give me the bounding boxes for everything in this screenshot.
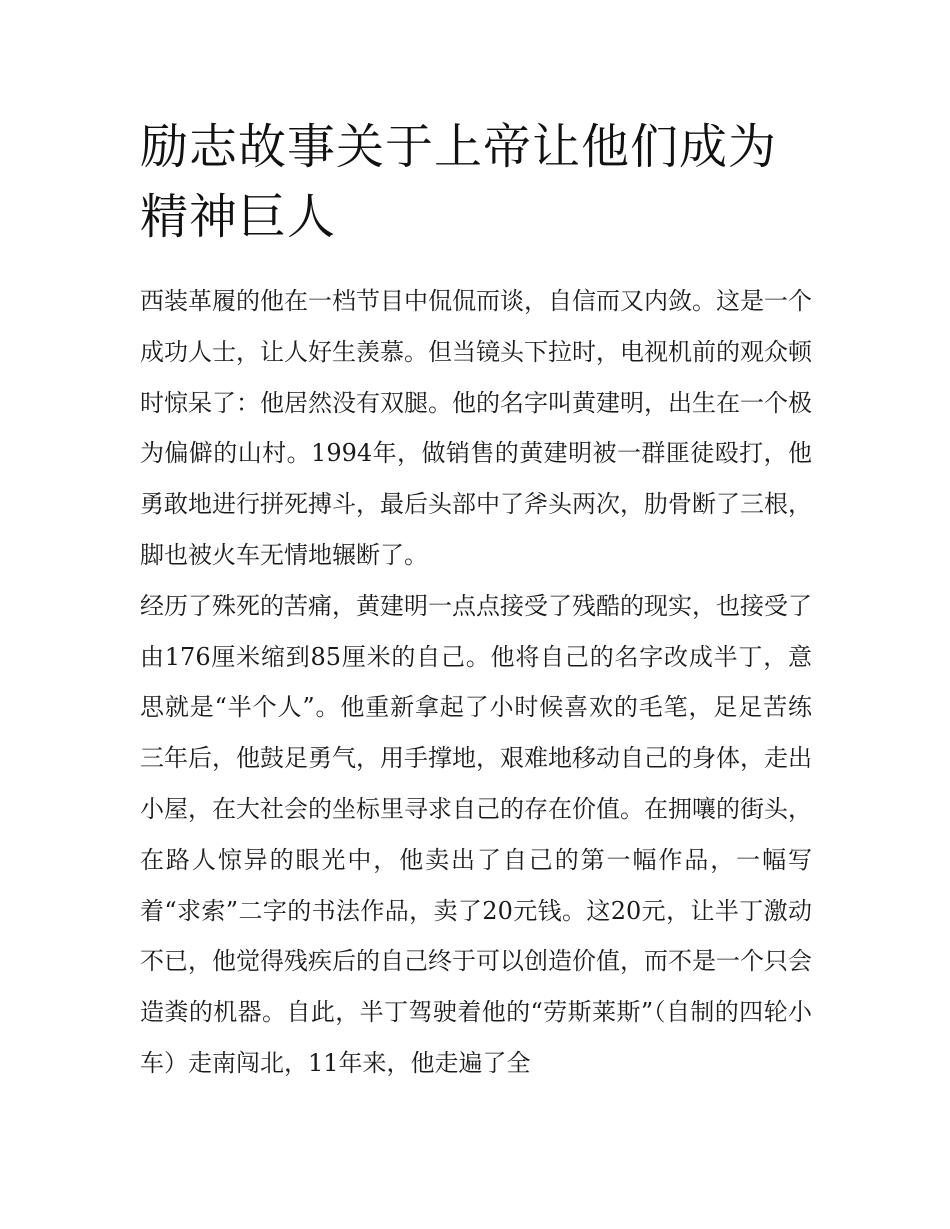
document-title: 励志故事关于上帝让他们成为精神巨人	[140, 119, 778, 245]
document-page	[140, 112, 812, 1089]
paragraph-1: 西装革履的他在一档节目中侃侃而谈，自信而又内敛。这是一个成功人士，让人好生羡慕。但当镜头下拉时，电视机前的观众顿时惊呆了：他居然没有双腿。他的名字叫黄建明，出生在一个极为偏僻的山村。1994年，做销售的黄建明被一群匪徒殴打，他勇敢地进行拼死搏斗，最后头部中了斧头两次，肋骨断了三根，脚也被火车无情地辗断了。	[140, 287, 812, 569]
paragraph-2: 经历了殊死的苦痛，黄建明一点点接受了残酷的现实，也接受了由176厘米缩到85厘米的自己。他将自己的名字改成半丁，意思就是“半个人”。他重新拿起了小时候喜欢的毛笔，足足苦练三年后，他鼓足勇气，用手撑地，艰难地移动自己的身体，走出小屋，在大社会的坐标里寻求自己的存在价值。在拥嚷的街头，在路人惊异的眼光中，他卖出了自己的第一幅作品，一幅写着“求索”二字的书法作品，卖了20元钱。这20元，让半丁激动不已，他觉得残疾后的自己终于可以创造价值，而不是一个只会造粪的机器。自此，半丁驾驶着他的“劳斯莱斯”（自制的四轮小车）走南闯北，11年来，他走遍了全	[140, 591, 812, 1077]
